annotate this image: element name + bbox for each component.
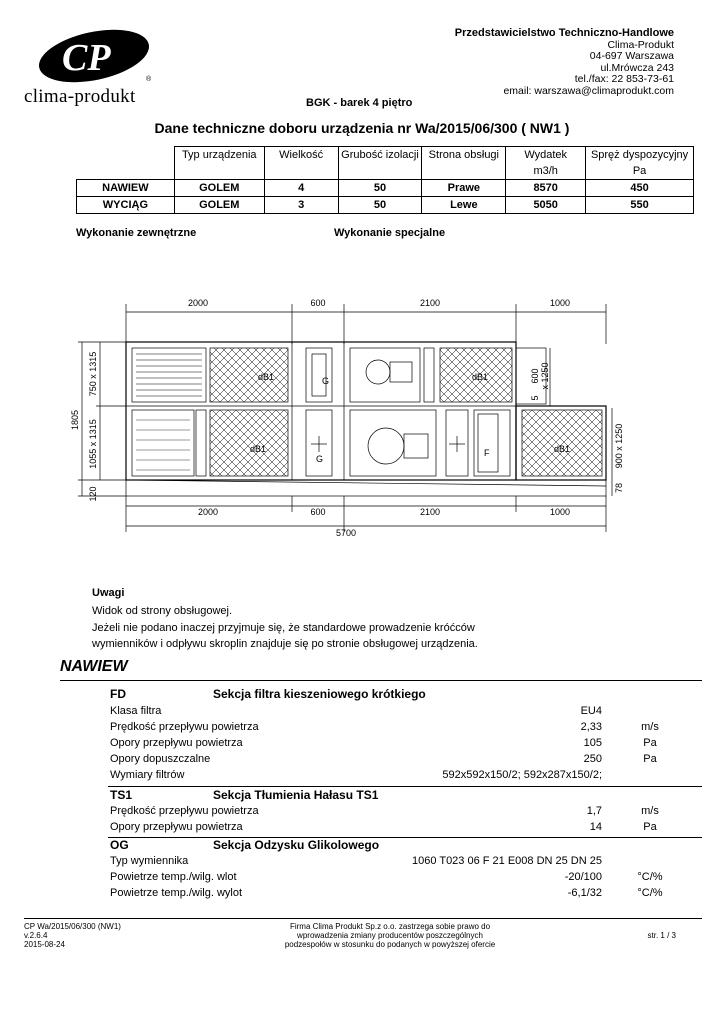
top-dim-2: 600 <box>310 298 326 308</box>
param-unit: Pa <box>643 753 657 765</box>
section-title: Sekcja filtra kieszeniowego krótkiego <box>213 687 426 701</box>
company-phone: tel./fax: 22 853-73-61 <box>574 73 674 85</box>
left-dim-lower: 1055 x 1315 <box>88 419 98 469</box>
bottom-dim-3: 2100 <box>419 507 441 517</box>
param-name: Opory przepływu powietrza <box>110 737 243 749</box>
row-pressure: 550 <box>586 197 694 214</box>
section-divider <box>108 837 702 838</box>
document-title: Dane techniczne doboru urządzenia nr Wa/2015/06/300 ( NW1 ) <box>154 120 570 136</box>
spec-header-row <box>77 147 694 164</box>
external-version-label: Wykonanie zewnętrzne <box>76 227 197 239</box>
logo-text: clima-produkt <box>24 86 136 107</box>
total-dim: 5700 <box>335 528 357 538</box>
spec-table <box>76 146 694 214</box>
param-unit: m/s <box>641 721 659 733</box>
col-insulation: Grubość izolacji <box>338 147 422 164</box>
row-pressure: 450 <box>586 180 694 197</box>
table-row <box>77 180 694 197</box>
footer-date: 2015-08-24 <box>24 940 65 949</box>
row-insulation: 50 <box>338 197 422 214</box>
section-divider <box>108 786 702 787</box>
company-line2: 04-697 Warszawa <box>589 50 674 62</box>
footer-disclaimer <box>250 922 530 949</box>
col-pressure: Spręż dyspozycyjny <box>586 147 694 164</box>
param-name: Powietrze temp./wilg. wylot <box>110 887 243 899</box>
param-unit: Pa <box>643 821 657 833</box>
param-value: EU4 <box>580 705 602 717</box>
param-value: 1060 T023 06 F 21 E008 DN 25 DN 25 <box>412 855 602 867</box>
param-unit: Pa <box>643 737 657 749</box>
row-size: 3 <box>264 197 338 214</box>
param-name: Powietrze temp./wilg. wlot <box>110 871 237 883</box>
unit-size <box>264 163 338 180</box>
heading-divider <box>60 680 702 681</box>
col-type: Typ urządzenia <box>174 147 264 164</box>
disclaimer-line1: Firma Clima Produkt Sp.z o.o. zastrzega sobie prawo do <box>289 922 491 931</box>
col-flow: Wydatek <box>506 147 586 164</box>
row-type: GOLEM <box>174 197 264 214</box>
unit-insulation <box>338 163 422 180</box>
param-unit: °C/% <box>637 887 663 899</box>
notes-line2: Jeżeli nie podano inaczej przyjmuje się, że standardowe prowadzenie króćców <box>92 621 475 634</box>
row-name: WYCIĄG <box>77 197 175 214</box>
right-dim-5: 78 <box>614 482 624 494</box>
param-value: 1,7 <box>586 805 602 817</box>
unit-flow: m3/h <box>506 163 586 180</box>
param-name: Opory przepływu powietrza <box>110 821 243 833</box>
param-unit: °C/% <box>637 871 663 883</box>
f-label: F <box>484 448 490 458</box>
registered-mark: ® <box>146 76 152 83</box>
row-insulation: 50 <box>338 180 422 197</box>
db-label: dB1 <box>258 372 275 382</box>
param-value: 105 <box>583 737 602 749</box>
db-label: dB1 <box>472 372 489 382</box>
param-value: -6,1/32 <box>567 887 602 899</box>
special-version-label: Wykonanie specjalne <box>334 227 446 239</box>
table-row <box>77 197 694 214</box>
notes-line3: wymienników i odpływu skroplin znajduje się po stronie obsługowej urządzenia. <box>92 638 478 650</box>
unit-pressure: Pa <box>586 163 694 180</box>
spec-header-blank <box>77 147 175 164</box>
param-name: Typ wymiennika <box>110 855 189 867</box>
top-dim-4: 1000 <box>549 298 571 308</box>
bottom-dim-4: 1000 <box>549 507 571 517</box>
g-label: G <box>316 454 324 464</box>
unit-type <box>174 163 264 180</box>
param-name: Opory dopuszczalne <box>110 753 211 765</box>
right-dim-1: 600 <box>530 368 540 384</box>
row-size: 4 <box>264 180 338 197</box>
row-flow: 8570 <box>506 180 586 197</box>
unit-side <box>422 163 506 180</box>
right-dim-2: x 1250 <box>540 362 550 390</box>
left-dim-height: 1805 <box>70 409 80 431</box>
row-name: NAWIEW <box>77 180 175 197</box>
section-title: Sekcja Odzysku Glikolowego <box>213 838 380 852</box>
left-dim-upper: 750 x 1315 <box>88 351 98 397</box>
left-dim-base: 120 <box>88 486 98 502</box>
param-value: 250 <box>583 753 602 765</box>
company-line3: ul.Mrówcza 243 <box>600 61 674 74</box>
company-address <box>455 28 674 97</box>
bottom-dim-2: 600 <box>310 507 326 517</box>
param-name: Prędkość przepływu powietrza <box>110 721 259 733</box>
site-name: BGK - barek 4 piętro <box>306 97 413 109</box>
section-code: OG <box>110 838 129 852</box>
right-dim-4: 900 x 1250 <box>614 423 624 469</box>
disclaimer-line2: wprowadzenia zmiany producentów poszczególnych <box>297 931 483 940</box>
cp-logo-icon <box>22 28 162 88</box>
disclaimer-line3: podzespołów w stosunku do podanych w powyższej ofercie <box>284 940 496 949</box>
row-type: GOLEM <box>174 180 264 197</box>
right-dim-3: 5 <box>530 395 540 401</box>
logo-mark: CP <box>62 37 111 79</box>
footer-doc: CP Wa/2015/06/300 (NW1) <box>24 922 121 931</box>
param-value: 592x592x150/2; 592x287x150/2; <box>442 769 602 781</box>
unit-drawing <box>60 290 624 546</box>
param-value: 14 <box>589 821 602 833</box>
top-dim-1: 2000 <box>187 298 209 308</box>
nawiew-heading: NAWIEW <box>60 658 128 675</box>
spec-unit-row <box>77 163 694 180</box>
company-logo <box>22 28 162 108</box>
company-line1: Clima-Produkt <box>607 38 674 51</box>
db-label: dB1 <box>250 444 267 454</box>
notes-line1: Widok od strony obsługowej. <box>92 605 233 617</box>
section-code: TS1 <box>110 788 133 802</box>
notes-title: Uwagi <box>92 587 125 599</box>
notes-text <box>92 603 478 653</box>
row-side: Prawe <box>422 180 506 197</box>
col-side: Strona obsługi <box>422 147 506 164</box>
page-number: str. 1 / 3 <box>647 931 676 940</box>
section-code: FD <box>110 687 126 701</box>
top-dim-3: 2100 <box>419 298 441 308</box>
param-value: -20/100 <box>564 871 602 883</box>
row-flow: 5050 <box>506 197 586 214</box>
param-name: Klasa filtra <box>110 705 162 717</box>
footer-divider <box>24 918 702 919</box>
bottom-dim-1: 2000 <box>197 507 219 517</box>
db-label: dB1 <box>554 444 571 454</box>
col-size: Wielkość <box>264 147 338 164</box>
g-label: G <box>322 376 330 386</box>
section-title: Sekcja Tłumienia Hałasu TS1 <box>213 788 379 802</box>
footer-version: v.2.6.4 <box>24 931 48 940</box>
param-name: Prędkość przepływu powietrza <box>110 805 259 817</box>
company-email[interactable]: email: warszawa@climaprodukt.com <box>503 84 674 97</box>
row-side: Lewe <box>422 197 506 214</box>
company-name: Przedstawicielstwo Techniczno-Handlowe <box>454 27 674 39</box>
param-unit: m/s <box>641 805 659 817</box>
footer-left <box>24 922 121 949</box>
param-name: Wymiary filtrów <box>110 769 185 781</box>
param-value: 2,33 <box>580 721 602 733</box>
